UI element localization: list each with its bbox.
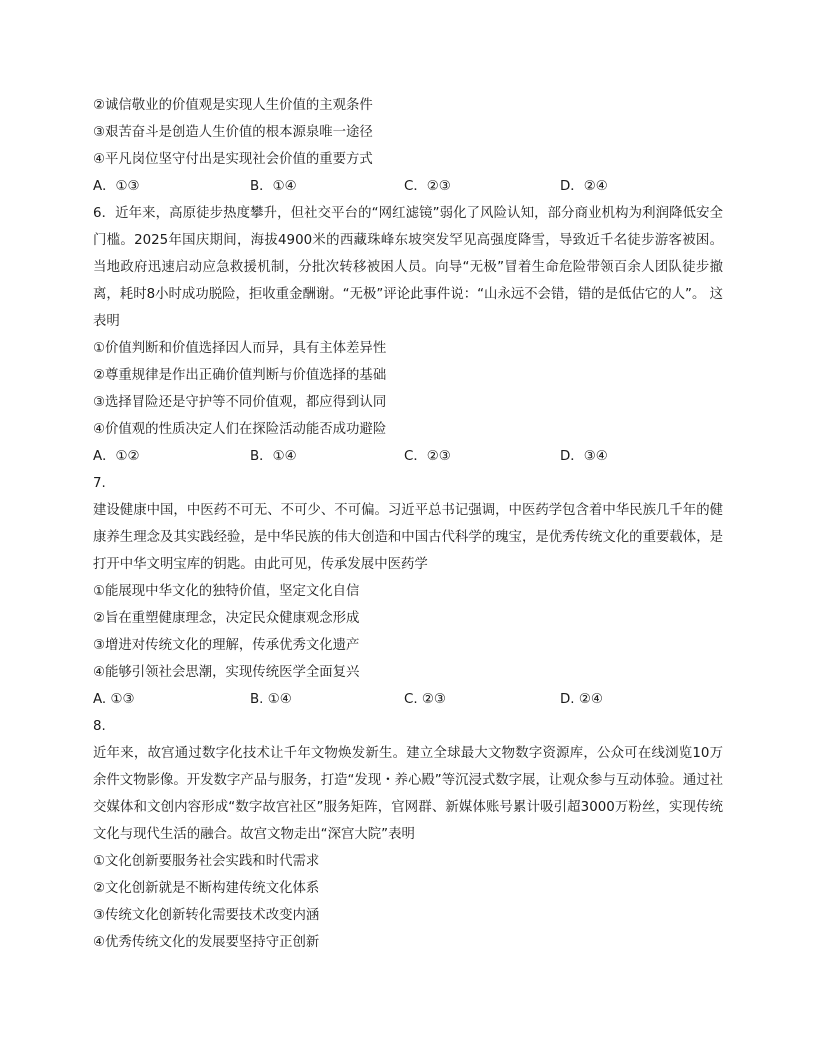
q7-option-d[interactable]: D. ②④ <box>560 692 603 707</box>
q7-statement-4: ④能够引领社会思潮，实现传统医学全面复兴 <box>93 665 360 680</box>
q6-statement-4: ④价值观的性质决定人们在探险活动能否成功避险 <box>93 422 387 437</box>
q7-option-b[interactable]: B. ①④ <box>250 692 292 707</box>
q6-option-b[interactable]: B．①④ <box>250 449 297 464</box>
q6-statement-1: ①价值判断和价值选择因人而异，具有主体差异性 <box>93 341 387 356</box>
question-6 <box>93 200 723 470</box>
q7-option-c[interactable]: C. ②③ <box>404 692 446 707</box>
question-7 <box>93 470 723 713</box>
q8-statement-4: ④优秀传统文化的发展要坚持守正创新 <box>93 935 320 950</box>
q7-statement-2: ②旨在重塑健康理念，决定民众健康观念形成 <box>93 611 360 626</box>
q8-stem: 近年来，故宫通过数字化技术让千年文物焕发新生。建立全球最大文物数字资源库，公众可在线浏览10万余件文物影像。开发数字产品与服务，打造“发现・养心殿”等沉浸式数字展，让观众参与互动体验。通过社交媒体和文创内容形成“数字故宫社区”服务矩阵，官网群、新媒体账号累计吸引超3000万粉丝，实现传统文化与现代生活的融合。故宫文物走出“深宫大院”表明 <box>93 746 723 842</box>
q6-statement-3: ③选择冒险还是守护等不同价值观，都应得到认同 <box>93 395 387 410</box>
question-8 <box>93 713 723 956</box>
q7-number: 7. <box>93 476 106 491</box>
q6-statement-2: ②尊重规律是作出正确价值判断与价值选择的基础 <box>93 368 387 383</box>
q6-option-d[interactable]: D．③④ <box>560 449 608 464</box>
q8-statement-2: ②文化创新就是不断构建传统文化体系 <box>93 881 320 896</box>
q8-statement-1: ①文化创新要服务社会实践和时代需求 <box>93 854 320 869</box>
q7-statement-1: ①能展现中华文化的独特价值，坚定文化自信 <box>93 584 360 599</box>
q5-statement-2: ②诚信敬业的价值观是实现人生价值的主观条件 <box>93 98 373 113</box>
q7-stem: 建设健康中国，中医药不可无、不可少、不可偏。习近平总书记强调，中医药学包含着中华民族几千年的健康养生理念及其实践经验，是中华民族的伟大创造和中国古代科学的瑰宝，是优秀传统文化的重要载体，是打开中华文明宝库的钥匙。由此可见，传承发展中医药学 <box>93 503 723 572</box>
q6-option-c[interactable]: C．②③ <box>404 449 451 464</box>
q7-statement-3: ③增进对传统文化的理解，传承优秀文化遗产 <box>93 638 360 653</box>
q8-statement-3: ③传统文化创新转化需要技术改变内涵 <box>93 908 320 923</box>
q5-option-a[interactable]: A．①③ <box>93 179 140 194</box>
q8-number: 8. <box>93 719 106 734</box>
q6-option-a[interactable]: A．①② <box>93 449 140 464</box>
q6-options <box>93 443 723 470</box>
exam-page <box>93 92 723 956</box>
question-5-tail <box>93 92 723 200</box>
q5-options <box>93 173 723 200</box>
q5-option-d[interactable]: D．②④ <box>560 179 608 194</box>
q5-option-c[interactable]: C．②③ <box>404 179 451 194</box>
q5-statement-4: ④平凡岗位坚守付出是实现社会价值的重要方式 <box>93 152 373 167</box>
q6-stem: 6．近年来，高原徒步热度攀升，但社交平台的“网红滤镜”弱化了风险认知，部分商业机构为利润降低安全门槛。2025年国庆期间，海拔4900米的西藏珠峰东坡突发罕见高强度降雪，导致近千名徒步游客被困。当地政府迅速启动应急救援机制，分批次转移被困人员。向导“无极”冒着生命危险带领百余人团队徒步撤离，耗时8小时成功脱险，拒收重金酬谢。“无极”评论此事件说：“山永远不会错，错的是低估它的人”。 这表明 <box>93 206 723 329</box>
q5-statement-3: ③艰苦奋斗是创造人生价值的根本源泉唯一途径 <box>93 125 373 140</box>
q7-options <box>93 686 723 713</box>
q5-option-b[interactable]: B．①④ <box>250 179 297 194</box>
q7-option-a[interactable]: A. ①③ <box>93 692 135 707</box>
